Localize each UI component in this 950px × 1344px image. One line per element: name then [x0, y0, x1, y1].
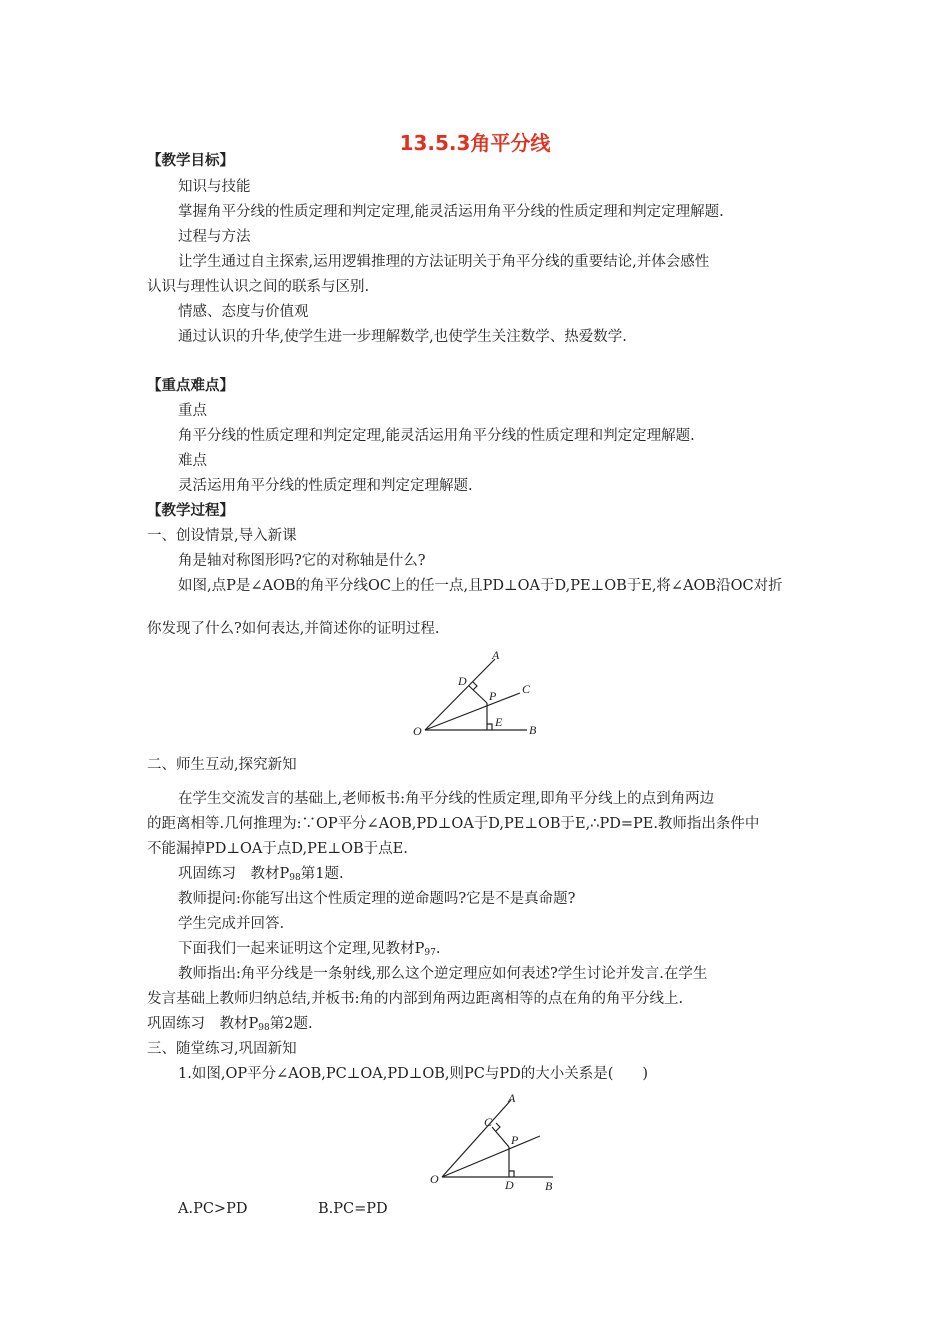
right-angle-mark-e [487, 724, 492, 730]
part2-heading: 二、师生互动,探究新知 [147, 757, 297, 773]
part3-heading: 三、随堂练习,巩固新知 [147, 1041, 297, 1057]
label-b: B [545, 1179, 553, 1193]
label-c: C [522, 682, 531, 696]
proof-reference-text: 下面我们一起来证明这个定理,见教材P [178, 941, 425, 957]
hard-text: 灵活运用角平分线的性质定理和判定定理解题. [178, 478, 473, 494]
right-angle-mark-d [509, 1171, 514, 1177]
option-a: A.PC>PD [178, 1201, 248, 1217]
process-text-1: 让学生通过自主探索,运用逻辑推理的方法证明关于角平分线的重要结论,并体会感性 [178, 254, 710, 270]
segment-pd [469, 686, 487, 703]
segment-pc [492, 1127, 509, 1147]
label-a: A [508, 1091, 516, 1105]
proof-reference [178, 940, 440, 962]
proof-reference-page: 97 [424, 948, 436, 958]
part1-heading: 一、创设情景,导入新课 [147, 528, 297, 544]
hard-heading: 难点 [178, 453, 207, 469]
label-c: C [484, 1115, 493, 1129]
question-2: 如图,点P是∠AOB的角平分线OC上的任一点,且PD⊥OA于D,PE⊥OB于E,将∠AOB沿OC对折 [178, 578, 783, 594]
angle-bisector-figure-2 [425, 1090, 560, 1195]
option-b: B.PC=PD [318, 1201, 388, 1217]
section-heading-process: 【教学过程】 [147, 502, 234, 519]
paragraph-2: 的距离相等.几何推理为:∵OP平分∠AOB,PD⊥OA于D,PE⊥OB于E,∴PD=PE.教师指出条件中 [147, 816, 760, 832]
ray-oa [425, 659, 495, 730]
ray-op [442, 1136, 540, 1177]
paragraph-3: 不能漏掉PD⊥OA于点D,PE⊥OB于点E. [147, 841, 408, 857]
knowledge-text: 掌握角平分线的性质定理和判定定理,能灵活运用角平分线的性质定理和判定定理解题. [178, 204, 724, 220]
exercise-2 [147, 1015, 313, 1037]
knowledge-heading: 知识与技能 [178, 179, 251, 195]
exercise-1-text: 巩固练习 教材P [178, 866, 290, 882]
exercise-2-suffix: 第2题. [269, 1016, 313, 1032]
section-heading-objectives: 【教学目标】 [147, 152, 234, 169]
exercise-1 [178, 865, 344, 887]
proof-reference-suffix: . [435, 941, 441, 957]
exercise-2-page: 98 [258, 1023, 270, 1033]
emotion-heading: 情感、态度与价值观 [178, 304, 309, 320]
section-heading-key-points: 【重点难点】 [147, 377, 234, 394]
teacher-point-2: 发言基础上教师归纳总结,并板书:角的内部到角两边距离相等的点在角的角平分线上. [147, 991, 684, 1007]
question-1: 角是轴对称图形吗?它的对称轴是什么? [178, 553, 426, 569]
label-o: O [413, 724, 422, 738]
question-3: 你发现了什么?如何表达,并简述你的证明过程. [147, 621, 440, 637]
label-e: E [495, 715, 503, 729]
key-text: 角平分线的性质定理和判定定理,能灵活运用角平分线的性质定理和判定定理解题. [178, 428, 695, 444]
teacher-question: 教师提问:你能写出这个性质定理的逆命题吗?它是不是真命题? [178, 891, 576, 907]
paragraph-1: 在学生交流发言的基础上,老师板书:角平分线的性质定理,即角平分线上的点到角两边 [178, 791, 715, 807]
student-answer: 学生完成并回答. [178, 916, 285, 932]
angle-bisector-figure-1 [405, 645, 555, 740]
emotion-text: 通过认识的升华,使学生进一步理解数学,也使学生关注数学、热爱数学. [178, 329, 627, 345]
label-a: A [492, 648, 500, 662]
exercise-1-suffix: 第1题. [300, 866, 344, 882]
key-heading: 重点 [178, 403, 207, 419]
label-b: B [529, 723, 537, 737]
label-d: D [505, 1178, 514, 1192]
exercise-1-page: 98 [289, 873, 301, 883]
label-p: P [489, 689, 497, 703]
ray-oa [442, 1100, 511, 1177]
label-o: O [430, 1172, 439, 1186]
teacher-point-1: 教师指出:角平分线是一条射线,那么这个逆定理应如何表述?学生讨论并发言.在学生 [178, 966, 708, 982]
label-d: D [458, 674, 467, 688]
right-angle-mark-c [496, 1123, 500, 1131]
page-title: 13.5.3角平分线 [399, 131, 551, 155]
problem-1: 1.如图,OP平分∠AOB,PC⊥OA,PD⊥OB,则PC与PD的大小关系是( ) [178, 1066, 649, 1082]
process-text-2: 认识与理性认识之间的联系与区别. [147, 279, 370, 295]
process-heading: 过程与方法 [178, 229, 251, 245]
ray-oc [425, 693, 520, 730]
label-p: P [511, 1133, 519, 1147]
exercise-2-text: 巩固练习 教材P [147, 1016, 259, 1032]
right-angle-mark-d [473, 682, 477, 690]
